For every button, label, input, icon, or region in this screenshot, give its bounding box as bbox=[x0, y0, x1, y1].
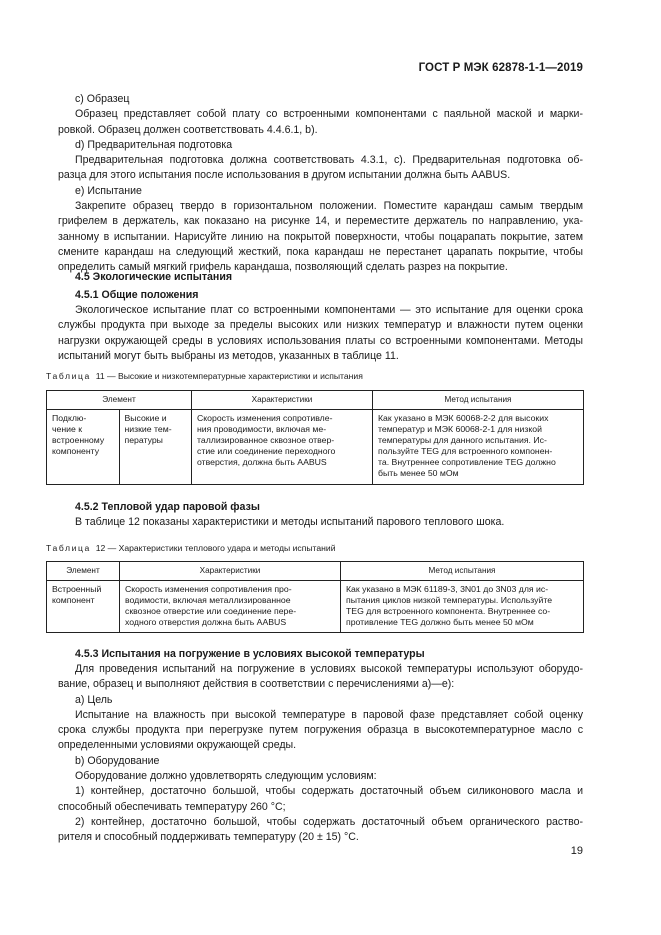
heading-4-5-block bbox=[58, 270, 583, 285]
table-11-caption-word: Таблица bbox=[46, 371, 91, 381]
text-line: Предварительная подготовка должна соответствовать 4.3.1, с). Предварительная подготовка об- bbox=[75, 154, 583, 167]
text-line: Экологическое испытание плат со встроенными компонентами — это испытание для оценки срока bbox=[75, 304, 583, 316]
text-line: определить самый мягкий грифель карандаша, позволяющий сделать разрез на покрытие. bbox=[58, 261, 508, 274]
section-body bbox=[58, 92, 583, 276]
table-cell bbox=[119, 410, 192, 485]
heading-4-5-2: 4.5.2 Тепловой удар паровой фазы bbox=[75, 501, 260, 513]
heading-4-5: 4.5 Экологические испытания bbox=[75, 271, 233, 283]
paragraph: В таблице 12 показаны характеристики и методы испытаний парового теплового шока. bbox=[75, 516, 505, 528]
cell-text: Скорость изменения сопротивле- ния проводимости, включая ме- таллизированное сквозное отвер- стие или соединение переходного отверстия, должна быть AABUS bbox=[197, 413, 336, 468]
table-row bbox=[47, 410, 584, 485]
text-line: а) Цель bbox=[75, 693, 113, 706]
cell-text: Скорость изменения сопротивления про- водимости, включая металлизированное сквозное отверстие или соединение пере- ходного отверстия должна быть AABUS bbox=[125, 584, 297, 628]
table-12 bbox=[46, 561, 584, 633]
table-12-caption-text: 12 — Характеристики теплового удара и методы испытаний bbox=[95, 543, 336, 553]
table-cell bbox=[192, 410, 373, 485]
table-row bbox=[47, 581, 584, 633]
text-line: 1) контейнер, достаточно большой, чтобы содержать достаточный объем силиконового масла и bbox=[75, 785, 583, 798]
cell-text: Встроенный компонент bbox=[52, 584, 102, 606]
text-line: е) Испытание bbox=[75, 184, 142, 197]
table-header-cell: Характеристики bbox=[192, 391, 373, 410]
text-line: Образец представляет собой плату со встроенными компонентами с паяльной маской и марки- bbox=[75, 108, 583, 121]
text-line: Закрепите образец твердо в горизонтальном положении. Поместите карандаш самым твердым bbox=[75, 200, 583, 213]
text-line: смените карандаш на следующий жесткий, пока карандаш не перестанет царапать покрытие, чтобы bbox=[58, 245, 583, 258]
cell-text: Как указано в МЭК 61189-3, 3N01 до 3N03 для ис- пытания циклов низкой температуры. Используйте TEG для встроенного компонента. Внутреннее со- противление TEG должно быть менее 50 мОм bbox=[346, 584, 553, 628]
table-11-caption bbox=[46, 371, 363, 381]
table-header-row bbox=[47, 391, 584, 410]
heading-4-5-2-block bbox=[58, 500, 583, 515]
table-11-caption-text: 11 — Высокие и низкотемпературные характеристики и испытания bbox=[95, 371, 363, 381]
text-line: разца для этого испытания после использования в другом испытании должна быть AABUS. bbox=[58, 169, 511, 182]
text-line: службы продукта при выходе за пределы высоких или низких температур и влажности путем оценки bbox=[58, 319, 583, 332]
text-line: испытаний могут быть выбраны из методов, указанных в таблице 11. bbox=[58, 349, 399, 362]
text-line: 2) контейнер, достаточно большой, чтобы содержать достаточный объем органического раство- bbox=[75, 815, 583, 828]
section-4-5-2-body bbox=[58, 515, 583, 530]
table-cell bbox=[120, 581, 341, 633]
table-cell bbox=[373, 410, 584, 485]
cell-text: Подклю- чение к встроенному компоненту bbox=[52, 413, 105, 457]
text-line: занному в испытании. Нарисуйте линию на покрытой поверхности, чтобы поцарапать покрытие, затем bbox=[58, 230, 583, 243]
table-header-cell: Метод испытания bbox=[341, 562, 584, 581]
document-header: ГОСТ Р МЭК 62878-1-1—2019 bbox=[418, 62, 583, 74]
text-line: c) Образец bbox=[75, 93, 130, 105]
text-line: вание, образец и выполняют действия в соответствии с перечислениями а)—е): bbox=[58, 678, 455, 691]
text-line: рителя и способный поддерживать температуру (20 ± 15) °С. bbox=[58, 831, 359, 844]
text-line: нагрузки окружающей среды в условиях использования платы со встроенными компонентами. Методы bbox=[58, 334, 583, 347]
heading-4-5-3: 4.5.3 Испытания на погружение в условиях высокой температуры bbox=[75, 648, 425, 660]
text-line: Испытание на влажность при высокой температуре в паровой фазе представляет собой оценку bbox=[75, 708, 583, 721]
table-header-cell: Метод испытания bbox=[373, 391, 584, 410]
text-line: d) Предварительная подготовка bbox=[75, 138, 233, 151]
table-header-cell: Элемент bbox=[47, 562, 120, 581]
table-header-row bbox=[47, 562, 584, 581]
text-line: ровкой. Образец должен соответствовать 4.4.6.1, b). bbox=[58, 123, 318, 136]
table-header-cell: Характеристики bbox=[120, 562, 341, 581]
table-12-caption bbox=[46, 543, 336, 553]
page-number: 19 bbox=[570, 845, 583, 857]
table-11 bbox=[46, 390, 584, 485]
text-line: определенными условиями окружающей среды. bbox=[58, 739, 297, 752]
text-line: Оборудование должно удовлетворять следующим условиям: bbox=[75, 770, 377, 783]
heading-4-5-1: 4.5.1 Общие положения bbox=[75, 289, 199, 301]
cell-text: Как указано в МЭК 60068-2-2 для высоких температур и МЭК 60068-2-1 для низкой температуры для данного испытания. Ис- пользуйте TEG для встроенного компонен- та. Внутреннее сопротивление TEG должно быть менее 50 мОм bbox=[378, 413, 556, 479]
table-12-caption-word: Таблица bbox=[46, 543, 91, 553]
text-line: способный обеспечивать температуру 260 °С; bbox=[58, 800, 286, 813]
table-cell bbox=[47, 410, 120, 485]
text-line: Для проведения испытаний на погружение в условиях высокой температуры используют оборудо- bbox=[75, 663, 583, 675]
table-cell bbox=[341, 581, 584, 633]
text-line: b) Оборудование bbox=[75, 754, 160, 767]
table-cell bbox=[47, 581, 120, 633]
cell-text: Высокие и низкие тем- пературы bbox=[124, 413, 172, 446]
heading-4-5-3-block bbox=[58, 647, 583, 662]
text-line: грифелем в держатель, как показано на рисунке 14, и переместите держатель по направлению, ука- bbox=[58, 215, 583, 228]
heading-4-5-1-block bbox=[58, 288, 583, 303]
section-4-5-1-body bbox=[58, 303, 583, 364]
table-header-cell: Элемент bbox=[47, 391, 192, 410]
text-line: срока службы продукта при перегрузке путем погружения образца в высокотемпературное масло с bbox=[58, 724, 583, 737]
section-4-5-3-body bbox=[58, 662, 583, 846]
